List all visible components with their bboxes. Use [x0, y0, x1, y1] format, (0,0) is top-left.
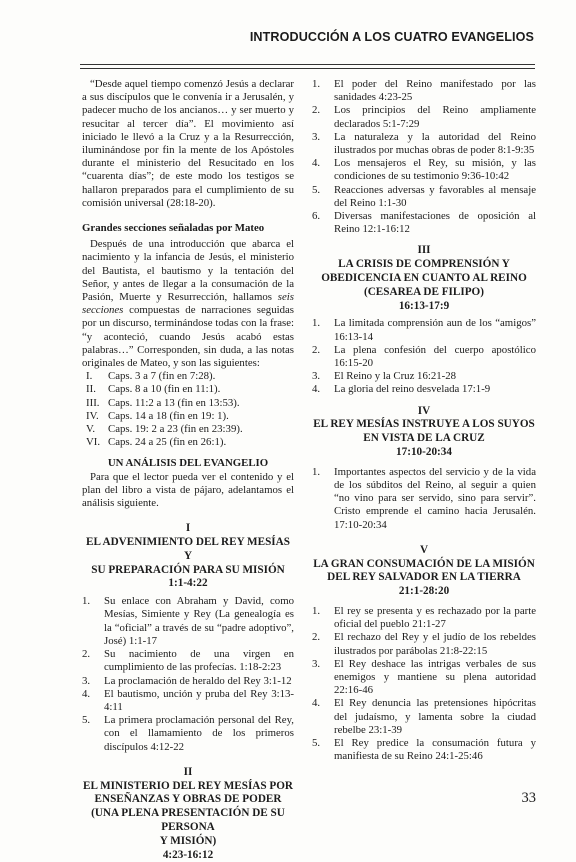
- item-text: Caps. 11:2 a 13 (fin en 13:53).: [108, 397, 240, 410]
- list-item: [312, 78, 536, 104]
- section-ii-heading: [82, 766, 294, 862]
- sections-list: [82, 370, 294, 449]
- section-reference: 17:10-20:34: [312, 446, 536, 460]
- grandes-secciones-paragraph: [82, 238, 294, 370]
- grandes-text-b: compuestas de narraciones seguidas por un discurso, terminándose todas con la frase: “y aconteció, cuando Jesús acabó estas palabras…” Corresponden, sin duda, a las notas originales de Mateo, y son las siguientes:: [82, 304, 294, 369]
- item-number: III.: [86, 397, 108, 410]
- section-title: LA CRISIS DE COMPRENSIÓN Y: [312, 258, 536, 272]
- item-number: 3.: [312, 370, 334, 383]
- running-header: INTRODUCCIÓN A LOS CUATRO EVANGELIOS: [250, 30, 534, 44]
- item-number: 4.: [312, 157, 334, 170]
- item-text: Caps. 24 a 25 (fin en 26:1).: [108, 436, 226, 449]
- item-text: El rey se presenta y es rechazado por la parte oficial del pueblo 21:1-27: [334, 605, 536, 631]
- analisis-heading: UN ANÁLISIS DEL EVANGELIO: [82, 457, 294, 470]
- item-text: Caps. 19: 2 a 23 (fin en 23:39).: [108, 423, 243, 436]
- list-item: [82, 595, 294, 648]
- section-reference: 4:23-16:12: [82, 849, 294, 862]
- item-text: Su enlace con Abraham y David, como Mesías, Simiente y Rey (La genealogía es la “oficial” a través de su “padre adoptivo”, José) 1:1-17: [104, 595, 294, 648]
- list-item: [82, 714, 294, 754]
- item-number: 6.: [312, 210, 334, 223]
- right-column: [312, 78, 536, 763]
- section-iv-list: [312, 466, 536, 532]
- grandes-secciones-heading: Grandes secciones señaladas por Mateo: [82, 222, 294, 235]
- header-rule-thin: [80, 68, 535, 69]
- list-item: [312, 157, 536, 183]
- item-number: 1.: [312, 78, 334, 91]
- item-text: Importantes aspectos del servicio y de la vida de los súbditos del Reino, al seguir a quien “no vino para ser servido, sino para servir”. Cristo emprende el camino hacia Jerusalén. 17:10-20:34: [334, 466, 536, 532]
- item-number: 3.: [312, 658, 334, 671]
- item-text: Caps. 8 a 10 (fin en 11:1).: [108, 383, 220, 396]
- grandes-text-italic: seis secciones: [82, 291, 294, 316]
- item-number: 5.: [312, 737, 334, 750]
- list-item: [86, 423, 294, 436]
- left-column: [82, 78, 294, 862]
- item-text: La plena confesión del cuerpo apostólico 16:15-20: [334, 344, 536, 370]
- section-title: LA GRAN CONSUMACIÓN DE LA MISIÓN: [312, 558, 536, 572]
- item-number: 2.: [312, 631, 334, 644]
- list-item: [312, 104, 536, 130]
- item-text: El rechazo del Rey y el judío de los rebeldes ilustrados por parábolas 21:8-22:15: [334, 631, 536, 657]
- list-item: [86, 436, 294, 449]
- section-reference: 21:1-28:20: [312, 585, 536, 599]
- list-item: [86, 383, 294, 396]
- item-number: VI.: [86, 436, 108, 449]
- header-rule: [80, 64, 535, 65]
- item-number: 4.: [312, 697, 334, 710]
- item-text: Los principios del Reino ampliamente declarados 5:1-7:29: [334, 104, 536, 130]
- list-item: [82, 675, 294, 688]
- item-number: II.: [86, 383, 108, 396]
- item-number: 3.: [312, 131, 334, 144]
- grandes-text-a: Después de una introducción que abarca el nacimiento y la infancia de Jesús, el ministerio del Bautista, el bautismo y la tentación del Señor, y antes de llegar a la consumación de la Pasión, Muerte y Resurrección, hallamos: [82, 238, 294, 303]
- item-text: Su nacimiento de una virgen en cumplimiento de las profecías. 1:18-2:23: [104, 648, 294, 674]
- section-v-heading: [312, 544, 536, 599]
- list-item: [312, 370, 536, 383]
- item-number: 5.: [312, 184, 334, 197]
- section-title: EL MINISTERIO DEL REY MESÍAS POR: [82, 780, 294, 794]
- analisis-paragraph: Para que el lector pueda ver el contenido y el plan del libro a vista de pájaro, adelantamos el análisis siguiente.: [82, 471, 294, 511]
- item-number: IV.: [86, 410, 108, 423]
- item-text: El Rey denuncia las pretensiones hipócritas del judaísmo, y lamenta sobre la ciudad rebelbe 23:1-39: [334, 697, 536, 737]
- section-title: ENSEÑANZAS Y OBRAS DE PODER: [82, 793, 294, 807]
- list-item: [312, 737, 536, 763]
- section-v-list: [312, 605, 536, 763]
- list-item: [312, 383, 536, 396]
- item-number: 5.: [82, 714, 104, 727]
- item-number: I.: [86, 370, 108, 383]
- list-item: [312, 184, 536, 210]
- item-text: Caps. 3 a 7 (fin en 7:28).: [108, 370, 215, 383]
- list-item: [312, 605, 536, 631]
- item-number: 1.: [312, 605, 334, 618]
- list-item: [86, 397, 294, 410]
- section-title: SU PREPARACIÓN PARA SU MISIÓN 1:1-4:22: [82, 564, 294, 592]
- section-numeral: IV: [312, 405, 536, 419]
- item-number: 1.: [312, 466, 334, 479]
- item-number: 2.: [82, 648, 104, 661]
- list-item: [86, 370, 294, 383]
- list-item: [86, 410, 294, 423]
- item-text: La limitada comprensión aun de los “amigos” 16:13-14: [334, 317, 536, 343]
- section-title: DEL REY SALVADOR EN LA TIERRA: [312, 571, 536, 585]
- item-number: 3.: [82, 675, 104, 688]
- item-text: El Rey predice la consumación futura y manifiesta de su Reino 24:1-25:46: [334, 737, 536, 763]
- list-item: [82, 688, 294, 714]
- section-i-heading: [82, 522, 294, 591]
- section-title: EN VISTA DE LA CRUZ: [312, 432, 536, 446]
- item-text: Caps. 14 a 18 (fin en 19: 1).: [108, 410, 229, 423]
- section-numeral: III: [312, 244, 536, 258]
- list-item: [82, 648, 294, 674]
- intro-paragraph: “Desde aquel tiempo comenzó Jesús a declarar a sus discípulos que le convenía ir a Jerusalén, y padecer mucho de los ancianos… y ser muerto y resucitar al tercer día”. El movimiento así iniciado le llevó a la Cruz y a la Resurrección, iluminándose por fin la mente de los Apóstoles durante el ministerio del Resucitado en los “cuarenta días”; de este modo los testigos se hallaron preparados para el cumplimiento de su comisión universal (28:18-20).: [82, 78, 294, 210]
- item-text: Reacciones adversas y favorables al mensaje del Reino 1:1-30: [334, 184, 536, 210]
- item-text: Los mensajeros el Rey, su misión, y las condiciones de su testimonio 9:36-10:42: [334, 157, 536, 183]
- item-number: V.: [86, 423, 108, 436]
- item-text: El bautismo, unción y pruba del Rey 3:13-4:11: [104, 688, 294, 714]
- list-item: [312, 131, 536, 157]
- list-item: [312, 317, 536, 343]
- page-number: 33: [522, 790, 537, 807]
- item-number: 2.: [312, 344, 334, 357]
- list-item: [312, 466, 536, 532]
- section-ii-list: [312, 78, 536, 236]
- list-item: [312, 658, 536, 698]
- item-text: La gloria del reino desvelada 17:1-9: [334, 383, 536, 396]
- section-title: EL ADVENIMIENTO DEL REY MESÍAS Y: [82, 536, 294, 564]
- item-text: El Rey deshace las intrigas verbales de sus enemigos y mantiene su plena autoridad 22:16-46: [334, 658, 536, 698]
- section-numeral: I: [82, 522, 294, 536]
- section-title: OBEDICENCIA EN CUANTO AL REINO: [312, 272, 536, 286]
- list-item: [312, 697, 536, 737]
- section-title: (UNA PLENA PRESENTACIÓN DE SU PERSONA: [82, 807, 294, 835]
- item-number: 1.: [312, 317, 334, 330]
- section-iii-heading: [312, 244, 536, 313]
- item-number: 4.: [82, 688, 104, 701]
- section-iv-heading: [312, 405, 536, 460]
- section-iii-list: [312, 317, 536, 396]
- item-number: 1.: [82, 595, 104, 608]
- item-text: La primera proclamación personal del Rey, con el llamamiento de los primeros discípulos 4:12-22: [104, 714, 294, 754]
- section-i-list: [82, 595, 294, 753]
- list-item: [312, 344, 536, 370]
- item-text: Diversas manifestaciones de oposición al Reino 12:1-16:12: [334, 210, 536, 236]
- section-title: (CESAREA DE FILIPO): [312, 286, 536, 300]
- list-item: [312, 210, 536, 236]
- list-item: [312, 631, 536, 657]
- item-text: La naturaleza y la autoridad del Reino ilustrados por muchas obras de poder 8:1-9:35: [334, 131, 536, 157]
- section-title: EL REY MESÍAS INSTRUYE A LOS SUYOS: [312, 418, 536, 432]
- item-number: 2.: [312, 104, 334, 117]
- item-text: El poder del Reino manifestado por las sanidades 4:23-25: [334, 78, 536, 104]
- item-number: 4.: [312, 383, 334, 396]
- section-title: Y MISIÓN): [82, 835, 294, 849]
- item-text: El Reino y la Cruz 16:21-28: [334, 370, 536, 383]
- section-numeral: V: [312, 544, 536, 558]
- section-numeral: II: [82, 766, 294, 780]
- section-reference: 16:13-17:9: [312, 300, 536, 314]
- item-text: La proclamación de heraldo del Rey 3:1-12: [104, 675, 294, 688]
